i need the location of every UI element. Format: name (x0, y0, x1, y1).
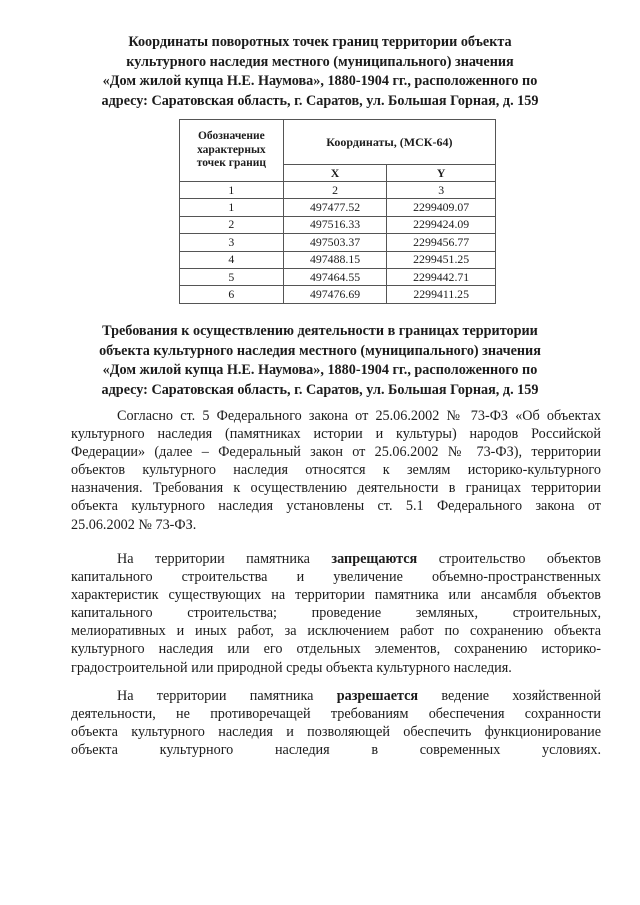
table-row (180, 199, 496, 216)
x-cell: 497516.33 (283, 216, 387, 233)
paragraph-legal-basis: Согласно ст. 5 Федерального закона от 25.06.2002 № 73-ФЗ «Об объектах культурного наследия (памятниках истории и культуры) народов Российской Федерации» (далее – Федеральный закон от 25.06.2002 № 73-ФЗ), территории объектов культурного наследия относятся к землям историко-культурного назначения. Требования к осуществлению деятельности в границах территории объекта культурного наследия установлены ст. 5.1 Федерального закона от 25.06.2002 № 73-ФЗ. (71, 408, 601, 533)
y-cell: 2299442.71 (387, 268, 496, 285)
title-line: Требования к осуществлению деятельности в границах территории (102, 323, 538, 339)
coordinates-header: Координаты, (МСК-64) (283, 120, 495, 165)
point-cell: 3 (180, 234, 284, 251)
table-row (180, 268, 496, 285)
point-cell: 6 (180, 286, 284, 303)
y-cell: 2299451.25 (387, 251, 496, 268)
y-cell: 2299411.25 (387, 286, 496, 303)
point-cell: 4 (180, 251, 284, 268)
title-line: «Дом жилой купца Н.Е. Наумова», 1880-1904 гг., расположенного по (102, 73, 538, 90)
x-cell: 497476.69 (283, 286, 387, 303)
title-line: адресу: Саратовская область, г. Саратов, ул. Большая Горная, д. 159 (101, 92, 539, 109)
table-row (180, 251, 496, 268)
point-designation-header: Обозначение характерных точек границ (180, 120, 284, 182)
x-cell: 497488.15 (283, 251, 387, 268)
x-header: X (283, 165, 387, 182)
title-line: культурного наследия местного (муниципального) значения (126, 53, 514, 70)
point-cell: 5 (180, 268, 284, 285)
point-cell: 1 (180, 199, 284, 216)
x-cell: 497477.52 (283, 199, 387, 216)
requirements-title (70, 322, 570, 400)
point-cell: 2 (180, 216, 284, 233)
x-cell: 497464.55 (283, 268, 387, 285)
numbering-row: 1 2 3 (180, 182, 496, 199)
coordinates-table (179, 119, 496, 304)
paragraph-prohibited: На территории памятника запрещаются строительство объектов капитального строительства и увеличение объемно-пространственных характеристик существующих на территории памятника или ансамбля объектов капитального строительства; проведение земляных, строительных, мелиоративных и иных работ, за исключением работ по сохранению объекта культурного наследия или его отдельных элементов, сохранению историко- градостроительной или природной среды объекта культурного наследия. (71, 551, 601, 676)
prohibited-keyword: запрещаются (331, 551, 418, 567)
coordinates-title (70, 33, 570, 111)
paragraph-permitted: На территории памятника разрешается ведение хозяйственной деятельности, не противоречащей требованиям обеспечения сохранности объекта культурного наследия и позволяющей обеспечить функционирование объекта культурного наследия в современных условиях. (71, 688, 602, 759)
x-cell: 497503.37 (283, 234, 387, 251)
y-cell: 2299424.09 (387, 216, 496, 233)
title-line: «Дом жилой купца Н.Е. Наумова», 1880-1904 гг., расположенного по (102, 362, 538, 379)
table-row (180, 286, 496, 303)
permitted-keyword: разрешается (336, 688, 419, 704)
title-line: объекта культурного наследия местного (муниципального) значения (99, 342, 541, 359)
title-line: Координаты поворотных точек границ территории объекта (128, 34, 512, 50)
table-row (180, 216, 496, 233)
y-header: Y (387, 165, 496, 182)
table-row (180, 234, 496, 251)
title-line: адресу: Саратовская область, г. Саратов, ул. Большая Горная, д. 159 (101, 381, 539, 398)
y-cell: 2299456.77 (387, 234, 496, 251)
y-cell: 2299409.07 (387, 199, 496, 216)
